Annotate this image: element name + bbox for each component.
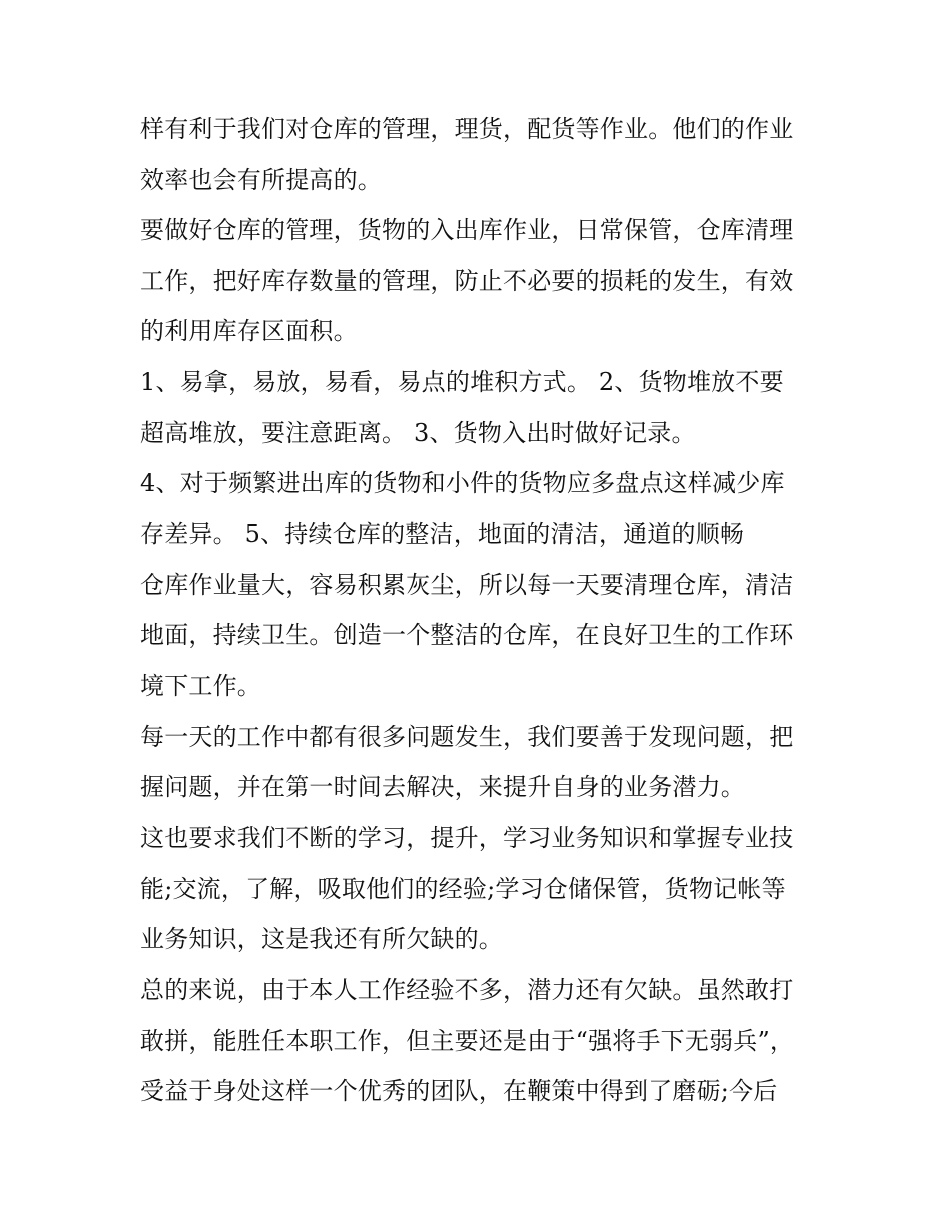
text-line: 的利用库存区面积。 — [140, 317, 358, 345]
text-line: 样有利于我们对仓库的管理，理货，配货等作业。他们的作业 — [140, 115, 794, 143]
text-line: 超高堆放，要注意距离。 3、货物入出时做好记录。 — [140, 419, 696, 447]
text-line: 这也要求我们不断的学习，提升，学习业务知识和掌握专业技 — [140, 824, 794, 852]
text-line: 4、对于频繁进出库的货物和小件的货物应多盘点这样减少库 — [140, 469, 785, 497]
text-line: 受益于身处这样一个优秀的团队，在鞭策中得到了磨砺;今后 — [140, 1077, 778, 1105]
text-line: 敢拼，能胜任本职工作，但主要还是由于“强将手下无弱兵”， — [140, 1027, 795, 1055]
text-line: 每一天的工作中都有很多问题发生，我们要善于发现问题，把 — [140, 723, 794, 751]
text-line: 总的来说，由于本人工作经验不多，潜力还有欠缺。虽然敢打 — [140, 976, 794, 1004]
text-line: 业务知识，这是我还有所欠缺的。 — [140, 925, 503, 953]
text-line: 地面，持续卫生。创造一个整洁的仓库，在良好卫生的工作环 — [140, 621, 794, 649]
text-line: 能;交流，了解，吸取他们的经验;学习仓储保管，货物记帐等 — [140, 875, 786, 903]
text-line: 要做好仓库的管理，货物的入出库作业，日常保管，仓库清理 — [140, 216, 794, 244]
text-line: 存差异。 5、持续仓库的整洁，地面的清洁，通道的顺畅 — [140, 520, 745, 548]
text-line: 境下工作。 — [140, 672, 261, 700]
text-line: 1、易拿，易放，易看，易点的堆积方式。 2、货物堆放不要 — [140, 368, 784, 396]
text-line: 握问题，并在第一时间去解决，来提升自身的业务潜力。 — [140, 773, 745, 801]
text-line: 仓库作业量大，容易积累灰尘，所以每一天要清理仓库，清洁 — [140, 571, 794, 599]
text-line: 工作，把好库存数量的管理，防止不必要的损耗的发生，有效 — [140, 267, 794, 295]
text-line: 效率也会有所提高的。 — [140, 166, 382, 194]
